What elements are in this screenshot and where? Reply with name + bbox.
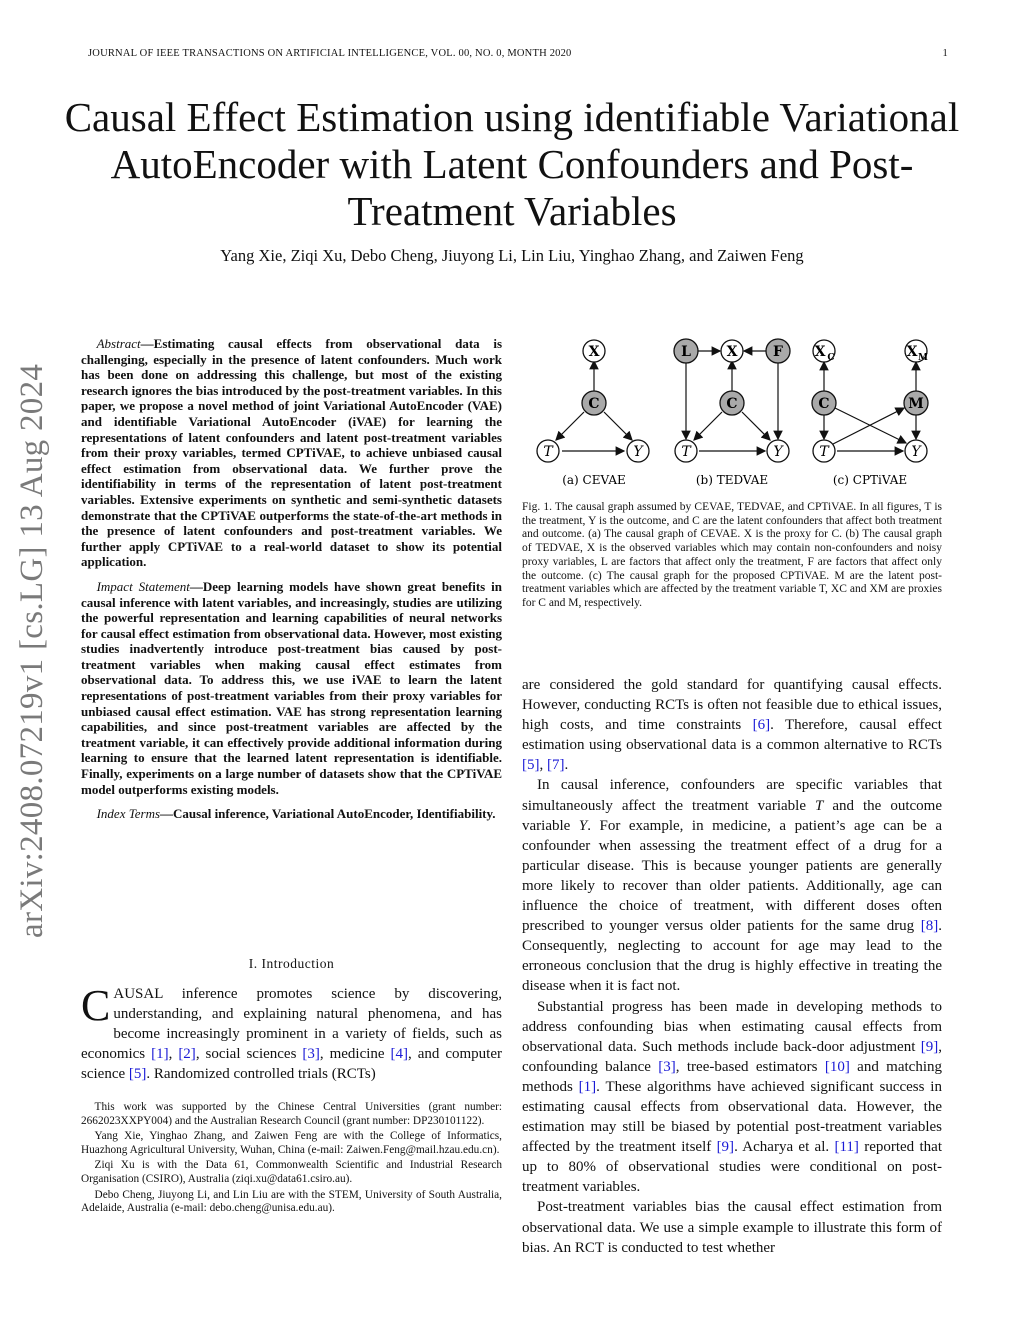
causal-graphs-figure [522,330,942,490]
node-x-b [721,340,743,362]
body-paragraph-1 [522,675,942,775]
svg-text:C: C [726,396,738,412]
footnotes [81,1101,502,1218]
body-text: and matching methods [522,1058,942,1095]
body-paragraph-2 [522,775,942,996]
intro-text-3: , medicine [319,1046,391,1063]
citation-link[interactable]: [10] [824,1058,850,1075]
abstract-text: —Estimating causal effects from observational data is challenging, especially in the presence of latent confounders. Much work has been done on addressing this challenge, but most of the existing research ignores the bias introduced by the post-treatment variables. In this paper, we propose a novel method of joint Variational AutoEncoder (VAE) and identifiable Variational AutoEncoder (iVAE) for learning the representations of latent confounders and latent post-treatment variables from their proxy variables, termed CPTiVAE, to achieve unbiased causal effect estimation from observational data. We further prove the identifiability in terms of the representation of latent post-treatment variables. Extensive experiments on synthetic and semi-synthetic datasets demonstrate that the CPTiVAE outperforms the state-of-the-art methods in the presence of latent confounders and post-treatment variables. We further apply CPTiVAE to a real-world dataset to show its potential application. [81,336,502,570]
citation-link[interactable]: [9] [716,1139,735,1156]
node-t-a [537,440,559,462]
node-c-b [720,391,744,415]
citation-link[interactable]: [4] [390,1046,409,1063]
body-text: , confounding balance [522,1038,942,1075]
svg-text:Y: Y [633,444,643,460]
citation-link[interactable]: [1] [578,1078,597,1095]
node-xm-c [905,340,928,363]
body-paragraph-3 [522,997,942,1198]
body-text: and the outcome variable [522,797,942,834]
footnote-affiliation-2: Ziqi Xu is with the Data 61, Commonwealth Scientific and Industrial Research Organisation (CSIRO), Australia (ziqi.xu@data61.csiro.au). [81,1159,502,1185]
svg-text:C: C [588,396,600,412]
sep: , [168,1046,179,1063]
svg-text:T: T [681,444,691,460]
index-terms-label: Index Terms [96,806,161,822]
body-text: are considered the gold standard for quantifying causal effects. However, conducting RCTs is often not feasible due to ethical issues, high costs, and time constraints [522,677,942,734]
citation-link[interactable]: [9] [920,1038,939,1055]
figure-caption [522,501,942,611]
introduction-text [81,981,502,1084]
impact-statement [81,579,502,797]
intro-text-4: , and computer science [81,1046,502,1083]
math-t: T [814,797,824,814]
body-text: . For example, in medicine, a patient’s age can be a confounder when assessing the treatment effect of a drug for a particular disease. This is because younger patients are generally more likely to recover than older patients. Additionally, age can influence the choice of treatment, with different doses often prescribed to younger versus older patients for the same drug [522,817,942,935]
node-y-c [905,440,927,462]
node-t-c [813,440,835,462]
node-y-a [627,440,649,462]
svg-text:X: X [726,344,738,360]
svg-text:Y: Y [911,444,921,460]
citation-link[interactable]: [5] [128,1066,147,1083]
node-l-b [674,339,698,363]
intro-text-2: , social sciences [195,1046,303,1063]
intro-text-1: AUSAL inference promotes science by discovering, understanding, and explaining natural phenomena, and has become increasingly prominent in a variety of fields, such as economics [81,986,502,1063]
footnote-affiliation-3: Debo Cheng, Jiuyong Li, and Lin Liu are with the STEM, University of South Australia, Adelaide, Australia (e-mail: debo.cheng@unisa.edu.au). [81,1188,502,1215]
subcaption-a: (a) CEVAE [562,473,626,487]
body-text: reported that up to 80% of observational studies were conditional on post-treatment variables. [522,1139,942,1196]
arxiv-stamp: arXiv:2408.07219v1 [cs.LG] 13 Aug 2024 [14,363,50,938]
node-c-c [812,391,836,415]
svg-text:T: T [819,444,829,460]
citation-link[interactable]: [7] [547,757,565,774]
section-heading: I. Introduction [248,956,335,971]
subcaption-b: (b) TEDVAE [695,473,769,487]
intro-paragraph [81,981,502,1084]
citation-link[interactable]: [8] [920,918,939,935]
citation-link[interactable]: [3] [658,1058,676,1075]
svg-text:L: L [681,344,691,360]
paper-title: Causal Effect Estimation using identifiable Variational AutoEncoder with Latent Confounders and Post-Treatment Variables [64,94,960,234]
math-y: Y [578,817,588,834]
svg-text:X: X [588,344,600,360]
svg-text:T: T [543,444,553,460]
body-text-right [522,675,942,1258]
abstract [81,336,502,570]
citation-link[interactable]: [11] [834,1139,859,1156]
drop-cap: C [81,981,111,1030]
svg-text:F: F [773,344,783,360]
svg-text:X: X [906,344,918,360]
running-title: JOURNAL OF IEEE TRANSACTIONS ON ARTIFICIAL INTELLIGENCE, VOL. 00, NO. 0, MONTH 2020 [88,48,572,59]
citation-link[interactable]: [5] [522,757,540,774]
body-text: In causal inference, confounders are specific variables that simultaneously affect the treatment variable [522,777,942,814]
subcaption-c: (c) CPTiVAE [832,473,908,487]
body-text: , tree-based estimators [675,1058,825,1075]
node-x-a [583,340,605,362]
page-number: 1 [942,48,948,59]
svg-text:C: C [818,396,830,412]
body-text: . These algorithms have achieved significant success in estimating causal effects from observational data. However, the estimation may still be biased by potential post-treatment variables affected by the treatment itself [522,1078,942,1156]
node-y-b [767,440,789,462]
sep: . [564,757,569,774]
intro-text-5: . Randomized controlled trials (RCTs) [146,1066,376,1083]
sep: , [539,757,547,774]
impact-text: —Deep learning models have shown great benefits in causal inference with latent variables, and increasingly, studies are utilizing the powerful representation and learning capabilities of neural networks for causal effect estimation from observational data. However, most existing studies inadvertently introduce post-treatment bias caused by post-treatment variables when making causal effect estimates from observational data. To address this, we use iVAE to learn the latent representations of post-treatment variables from their proxy variables for unbiased causal effect estimation. VAE has strong representation learning capabilities, and since post-treatment variables are affected by the treatment variable, it can effectively provide additional information during learning to ensure that the learned latent representation is identifiable. Finally, experiments on a large number of datasets show that the CPTiVAE model outperforms existing models. [81,578,502,797]
citation-link[interactable]: [2] [178,1046,196,1063]
running-header [88,48,948,59]
abstract-block [81,336,502,831]
footnote-affiliation-1: Yang Xie, Yinghao Zhang, and Zaiwen Feng are with the College of Informatics, Huazhong Agricultural University, Wuhan, China (e-mail: Zaiwen.Feng@mail.hzau.edu.cn). [81,1130,502,1156]
citation-link[interactable]: [1] [151,1046,169,1063]
footnote-funding: This work was supported by the Chinese Central Universities (grant number: 2662023XXPY004) and the Australian Research Council (grant number: DP230101122). [81,1101,502,1127]
node-m-c [904,391,928,415]
body-paragraph-4: Post-treatment variables bias the causal effect estimation from observational data. We use a simple example to illustrate this form of bias. An RCT is conducted to test whether [522,1199,942,1256]
body-text: . Therefore, causal effect estimation using observational data is a common alternative to RCTs [522,717,942,754]
body-text: Substantial progress has been made in developing methods to address confounding bias when estimating causal effects from observational data. Such methods include back-door adjustment [522,998,942,1055]
abstract-label: Abstract [96,336,141,351]
citation-link[interactable]: [6] [752,717,771,734]
citation-link[interactable]: [3] [302,1046,320,1063]
body-text: . Consequently, neglecting to account for age may lead to the erroneous conclusion that the drug is highly effective in treating the disease when it is fact not. [522,918,942,995]
svg-text:C: C [827,353,835,363]
svg-text:Y: Y [773,444,783,460]
node-t-b [675,440,697,462]
index-terms-text: —Causal inference, Variational AutoEncoder, Identifiability. [160,806,496,822]
impact-label: Impact Statement [96,578,190,594]
svg-text:M: M [908,396,924,412]
figure-caption-text: Fig. 1. The causal graph assumed by CEVAE, TEDVAE, and CPTiVAE. In all figures, T is the treatment, Y is the outcome, and C are the latent confounders that affect both treatment and outcome. (a) The causal graph of CEVAE. X is the proxy for C. (b) The causal graph of TEDVAE, X is the observed variables which may contain non-confounders and noisy proxy variables, L are factors that affect only the treatment, F are factors that affect only the outcome. (c) The causal graph for the proposed CPTiVAE. M are the latent post-treatment variables which are affected by the treatment variable T, XC and XM are proxies for C and M, respectively. [522,501,942,609]
node-xc-c [813,340,835,363]
node-c-a [582,391,606,415]
author-list: Yang Xie, Ziqi Xu, Debo Cheng, Jiuyong Li, Lin Liu, Yinghao Zhang, and Zaiwen Feng [220,246,804,265]
index-terms [81,806,502,822]
node-f-b [766,339,790,363]
svg-text:M: M [918,353,928,363]
graph-cptivae [824,362,916,451]
body-text: . Acharya et al. [734,1139,835,1156]
svg-text:X: X [814,344,826,360]
